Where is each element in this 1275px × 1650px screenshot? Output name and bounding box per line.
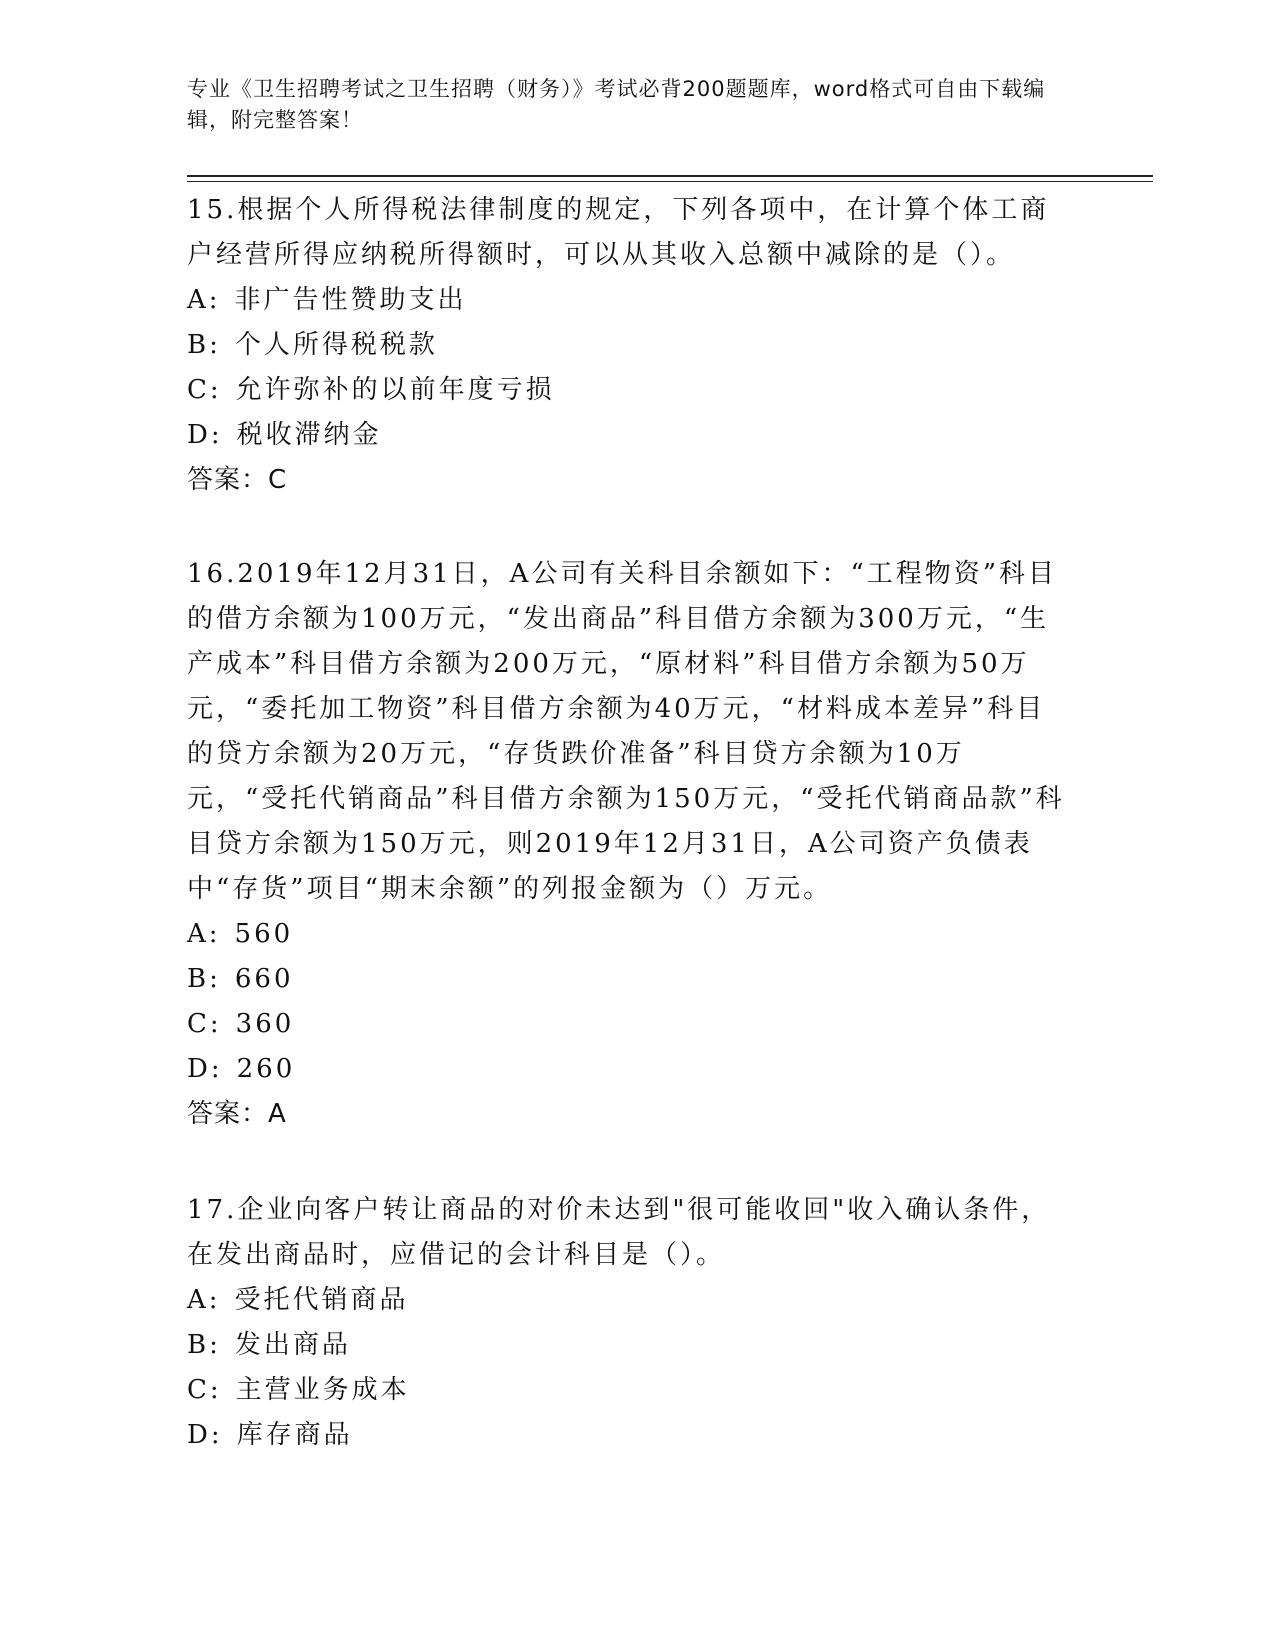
option-a: A: 非广告性赞助支出 xyxy=(187,285,467,315)
option-c: C: 360 xyxy=(187,1009,295,1039)
answer: 答案：A xyxy=(187,1099,287,1129)
question-stem: 17.企业向客户转让商品的对价未达到"很可能收回"收入确认条件，在发出商品时，应借记的会计科目是（）。 xyxy=(187,1195,1051,1270)
option-text: 主营业务成本 xyxy=(235,1375,410,1405)
question-15 xyxy=(187,188,1067,503)
option-text: 360 xyxy=(235,1009,295,1039)
option-a: A: 受托代销商品 xyxy=(187,1285,409,1315)
option-text: 税收滞纳金 xyxy=(236,420,382,450)
option-c: C: 主营业务成本 xyxy=(187,1375,410,1405)
option-text: 受托代销商品 xyxy=(234,1285,409,1315)
document-header: 专业《卫生招聘考试之卫生招聘（财务）》考试必背200题题库，word格式可自由下载编辑，附完整答案！ xyxy=(187,77,1046,132)
option-text: 个人所得税税款 xyxy=(234,330,438,360)
option-b: B: 个人所得税税款 xyxy=(187,330,438,360)
option-list xyxy=(187,278,1067,458)
header-divider-thin xyxy=(187,181,1153,182)
option-a: A: 560 xyxy=(187,919,294,949)
option-list xyxy=(187,1278,1067,1458)
answer: 答案：C xyxy=(187,465,288,495)
option-text: 发出商品 xyxy=(234,1330,351,1360)
header-divider-thick xyxy=(187,175,1153,177)
option-list xyxy=(187,912,1067,1092)
option-text: 非广告性赞助支出 xyxy=(234,285,467,315)
option-b: B: 发出商品 xyxy=(187,1330,351,1360)
question-stem: 16.2019年12月31日，A公司有关科目余额如下：“工程物资”科目的借方余额为100万元，“发出商品”科目借方余额为300万元，“生产成本”科目借方余额为200万元，“原材料”科目借方余额为50万元，“委托加工物资”科目借方余额为40万元，“材料成本差异”科目的贷方余额为20万元，“存货跌价准备”科目贷方余额为10万元，“受托代销商品”科目借方余额为150万元，“受托代销商品款”科目贷方余额为150万元，则2019年12月31日，A公司资产负债表中“存货”项目“期末余额”的列报金额为（）万元。 xyxy=(187,559,1065,904)
question-stem: 15.根据个人所得税法律制度的规定，下列各项中，在计算个体工商户经营所得应纳税所得额时，可以从其收入总额中减除的是（）。 xyxy=(187,195,1050,270)
option-d: D: 260 xyxy=(187,1054,296,1084)
question-17 xyxy=(187,1188,1067,1458)
option-text: 560 xyxy=(234,919,294,949)
option-text: 660 xyxy=(234,964,294,994)
option-d: D: 库存商品 xyxy=(187,1420,353,1450)
option-text: 允许弥补的以前年度亏损 xyxy=(235,375,555,405)
option-text: 库存商品 xyxy=(236,1420,353,1450)
option-c: C: 允许弥补的以前年度亏损 xyxy=(187,375,555,405)
option-b: B: 660 xyxy=(187,964,294,994)
option-text: 260 xyxy=(236,1054,296,1084)
question-16 xyxy=(187,552,1067,1137)
option-d: D: 税收滞纳金 xyxy=(187,420,382,450)
